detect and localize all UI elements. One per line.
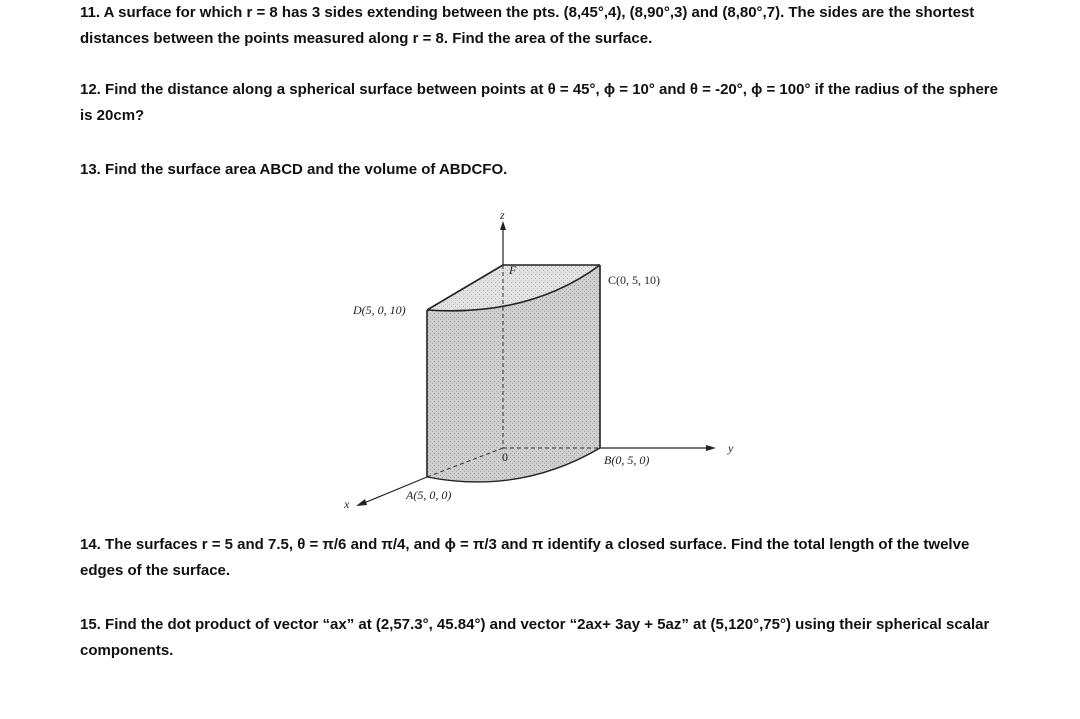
x-axis-label: x [344, 497, 350, 511]
question-text: The surfaces r = 5 and 7.5, θ = π/6 and π/4, and ϕ = π/3 and π identify a closed surface. Find the total length of the twelve edges of the surface. [80, 536, 970, 579]
question-number: 14. [80, 536, 101, 553]
question-number: 11. [80, 4, 101, 21]
question-number: 15. [80, 616, 101, 633]
z-axis-arrow-icon [500, 221, 506, 230]
y-axis-label: y [728, 441, 734, 455]
point-o-label: 0 [502, 450, 508, 464]
question-text: Find the distance along a spherical surface between points at θ = 45°, ϕ = 10° and θ = -20°, ϕ = 100° if the radius of the sphere is 20cm? [80, 81, 998, 124]
cylinder-sector-figure [330, 205, 750, 520]
question-12 [80, 77, 1000, 129]
y-axis-arrow-icon [706, 445, 716, 451]
question-14 [80, 532, 1000, 584]
question-number: 13. [80, 161, 101, 178]
question-11 [80, 0, 1000, 52]
question-13 [80, 157, 1000, 183]
question-number: 12. [80, 81, 101, 98]
question-text: A surface for which r = 8 has 3 sides extending between the pts. (8,45°,4), (8,90°,3) and (8,80°,7). The sides are the shortest distances between the points measured along r = 8. Find the area of the surface. [80, 4, 975, 47]
z-axis-label: z [500, 208, 505, 222]
question-text: Find the surface area ABCD and the volume of ABDCFO. [105, 161, 508, 178]
point-b-label: B(0, 5, 0) [604, 453, 650, 467]
point-d-label: D(5, 0, 10) [353, 303, 406, 317]
point-f-label: F [509, 263, 517, 277]
question-15 [80, 612, 1000, 664]
point-c-label: C(0, 5, 10) [608, 273, 660, 287]
x-axis-arrow-icon [356, 499, 367, 506]
point-a-label: A(5, 0, 0) [406, 488, 452, 502]
question-text: Find the dot product of vector “ax” at (2,57.3°, 45.84°) and vector “2ax+ 3ay + 5az” at (5,120°,75°) using their spherical scalar components. [80, 616, 990, 659]
